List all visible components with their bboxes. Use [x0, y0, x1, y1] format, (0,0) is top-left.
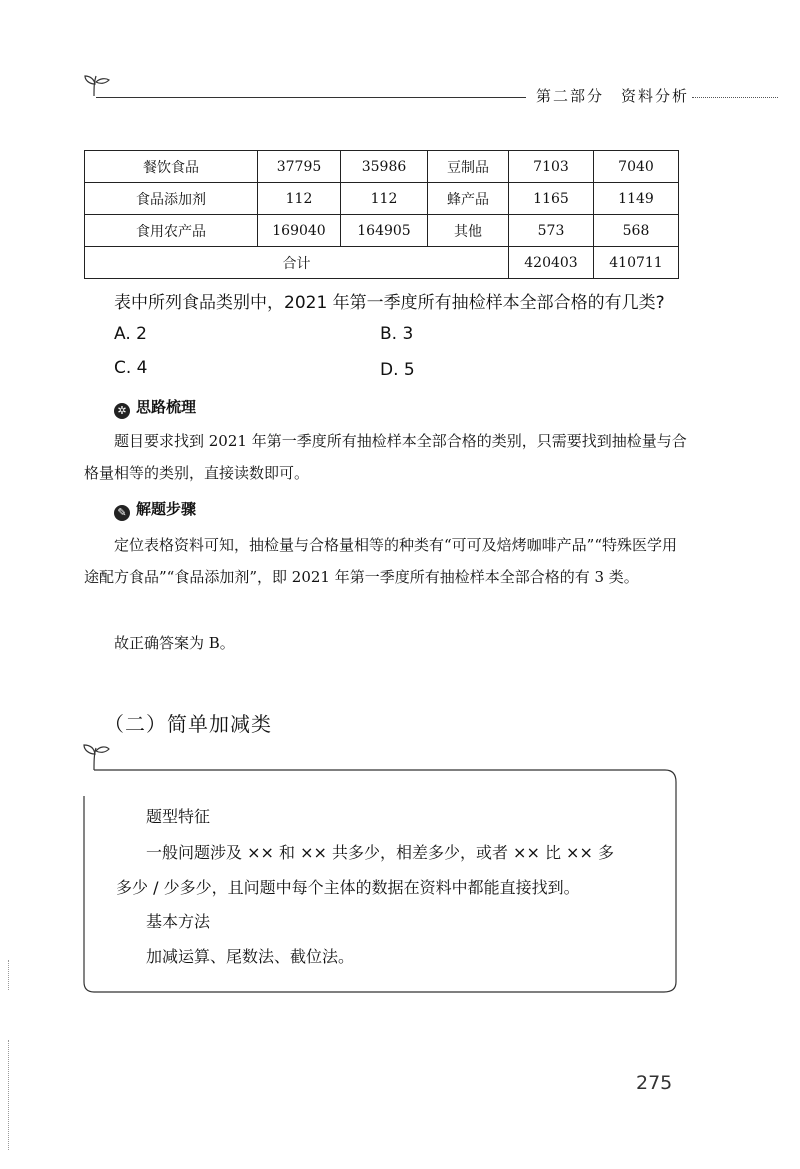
table-cell: 169040 — [258, 215, 341, 247]
table-cell: 食用农产品 — [85, 215, 258, 247]
method-text: 加减运算、尾数法、截位法。 — [146, 947, 355, 966]
analysis-text: 题目要求找到 2021 年第一季度所有抽检样本全部合格的类别，只需要找到抽检量与合格量相等的类别，直接读数即可。 — [84, 432, 687, 482]
option-c: C. 4 — [114, 358, 148, 378]
analysis-title: 思路梳理 — [136, 398, 197, 416]
table-cell: 568 — [594, 215, 679, 247]
table-cell: 35986 — [341, 151, 428, 183]
data-table — [84, 150, 679, 279]
scan-mark — [8, 960, 9, 990]
table-cell: 餐饮食品 — [85, 151, 258, 183]
method-title: 基本方法 — [146, 912, 211, 931]
table-cell: 1149 — [594, 183, 679, 215]
scan-mark — [8, 1040, 9, 1150]
gear-icon: ✲ — [114, 403, 130, 419]
table-cell: 112 — [258, 183, 341, 215]
table-cell: 7040 — [594, 151, 679, 183]
solution-title: 解题步骤 — [136, 500, 197, 518]
table-total-value-1: 420403 — [509, 247, 594, 279]
header-rule-right — [692, 97, 778, 98]
option-d: D. 5 — [380, 360, 415, 380]
feature-line-1: 一般问题涉及 ×× 和 ×× 共多少，相差多少，或者 ×× 比 ×× 多 — [146, 843, 614, 862]
table-cell: 7103 — [509, 151, 594, 183]
table-row — [85, 183, 679, 215]
option-a: A. 2 — [114, 324, 147, 344]
sprout-icon — [82, 738, 112, 772]
sub-heading: （二）简单加减类 — [104, 712, 272, 736]
table-row — [85, 151, 679, 183]
feature-title: 题型特征 — [146, 807, 211, 826]
answer-text: 故正确答案为 B。 — [114, 634, 235, 652]
header-title: 第二部分 资料分析 — [536, 87, 690, 105]
table-cell: 豆制品 — [428, 151, 509, 183]
table-cell: 蜂产品 — [428, 183, 509, 215]
table-cell: 食品添加剂 — [85, 183, 258, 215]
table-row — [85, 215, 679, 247]
table-cell: 1165 — [509, 183, 594, 215]
analysis-heading — [114, 396, 196, 419]
header-rule — [96, 97, 526, 98]
question-text: 表中所列食品类别中，2021 年第一季度所有抽检样本全部合格的有几类? — [114, 293, 665, 313]
option-b: B. 3 — [380, 324, 414, 344]
pencil-icon: ✎ — [114, 505, 130, 521]
table-cell: 其他 — [428, 215, 509, 247]
table-cell: 573 — [509, 215, 594, 247]
table-total-value-2: 410711 — [594, 247, 679, 279]
sprout-icon — [82, 70, 112, 100]
feature-line-2: 多少 / 少多少，且问题中每个主体的数据在资料中都能直接找到。 — [116, 878, 580, 897]
solution-text: 定位表格资料可知，抽检量与合格量相等的种类有“可可及焙烤咖啡产品”“特殊医学用途配方食品”“食品添加剂”，即 2021 年第一季度所有抽检样本全部合格的有 3 类。 — [84, 536, 678, 586]
page-number: 275 — [636, 1072, 673, 1094]
table-total-row — [85, 247, 679, 279]
solution-heading — [114, 498, 196, 521]
table-cell: 164905 — [341, 215, 428, 247]
table-total-label: 合计 — [85, 247, 509, 279]
table-cell: 112 — [341, 183, 428, 215]
table-cell: 37795 — [258, 151, 341, 183]
